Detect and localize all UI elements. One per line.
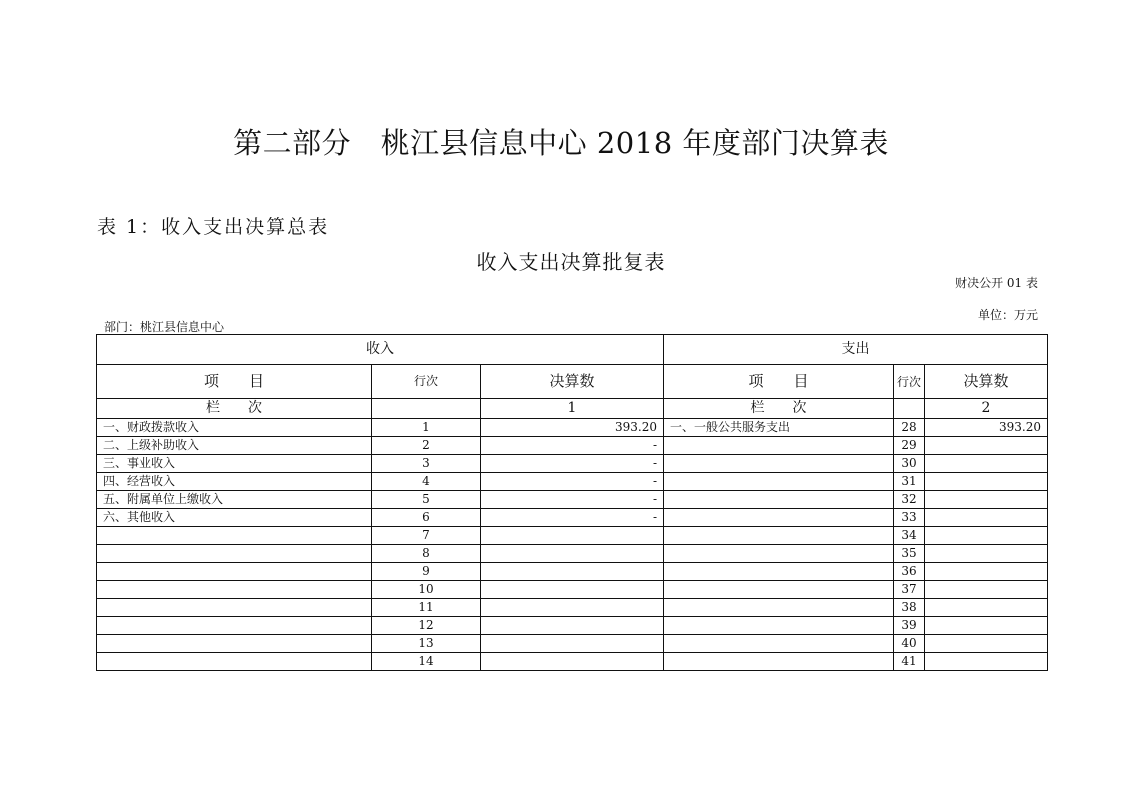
income-item-header: 项 目: [97, 365, 372, 399]
income-amount-cell: -: [481, 491, 664, 509]
budget-table: [96, 334, 1048, 671]
expense-column-label: 栏 次: [664, 399, 894, 419]
income-row-no-cell: 5: [372, 491, 481, 509]
expense-item-cell: [664, 491, 894, 509]
expense-amount-cell: [925, 599, 1048, 617]
income-amount-cell: [481, 635, 664, 653]
expense-amount-cell: [925, 563, 1048, 581]
column-number-row: [97, 399, 1048, 419]
header-row-columns: [97, 365, 1048, 399]
expense-row-no-cell: 35: [894, 545, 925, 563]
expense-amount-cell: 393.20: [925, 419, 1048, 437]
income-amount-cell: -: [481, 437, 664, 455]
expense-row-no-cell: 36: [894, 563, 925, 581]
expense-item-cell: [664, 653, 894, 671]
form-number: 财决公开 01 表: [955, 276, 1038, 290]
income-item-cell: [97, 635, 372, 653]
expense-row-no-cell: 30: [894, 455, 925, 473]
expense-row-no-cell: 33: [894, 509, 925, 527]
expense-item-cell: [664, 473, 894, 491]
table-row: [97, 635, 1048, 653]
expense-row-no-cell: 41: [894, 653, 925, 671]
expense-item-cell: [664, 545, 894, 563]
expense-item-cell: [664, 455, 894, 473]
expense-item-cell: [664, 617, 894, 635]
income-column-number: 1: [481, 399, 664, 419]
expense-amount-cell: [925, 455, 1048, 473]
expense-item-cell: [664, 509, 894, 527]
expense-amount-cell: [925, 509, 1048, 527]
expense-row-no-header: 行次: [894, 365, 925, 399]
expense-item-cell: [664, 563, 894, 581]
expense-row-no-cell: 31: [894, 473, 925, 491]
income-row-no-cell: 11: [372, 599, 481, 617]
table-row: [97, 473, 1048, 491]
expense-item-cell: [664, 635, 894, 653]
table-row: [97, 581, 1048, 599]
income-row-no-cell: 10: [372, 581, 481, 599]
income-item-cell: [97, 617, 372, 635]
table-subtitle: 表 1：收入支出决算总表: [97, 216, 330, 238]
income-amount-cell: [481, 581, 664, 599]
income-item-cell: 四、经营收入: [97, 473, 372, 491]
expense-item-cell: [664, 599, 894, 617]
income-amount-header: 决算数: [481, 365, 664, 399]
expense-amount-cell: [925, 473, 1048, 491]
expense-amount-header: 决算数: [925, 365, 1048, 399]
income-amount-cell: [481, 545, 664, 563]
income-row-no-header: 行次: [372, 365, 481, 399]
expense-item-cell: [664, 581, 894, 599]
department-label: 部门：桃江县信息中心: [104, 320, 225, 334]
expense-amount-cell: [925, 545, 1048, 563]
income-amount-cell: [481, 599, 664, 617]
table-row: [97, 545, 1048, 563]
income-row-no-cell: 1: [372, 419, 481, 437]
table-row: [97, 527, 1048, 545]
document-title: 第二部分 桃江县信息中心 2018 年度部门决算表: [233, 126, 889, 160]
income-item-cell: 五、附属单位上缴收入: [97, 491, 372, 509]
income-item-cell: [97, 599, 372, 617]
expense-amount-cell: [925, 635, 1048, 653]
expense-amount-cell: [925, 617, 1048, 635]
income-amount-cell: 393.20: [481, 419, 664, 437]
expense-row-no-cell: 38: [894, 599, 925, 617]
expense-row-no-cell: 29: [894, 437, 925, 455]
income-amount-cell: [481, 563, 664, 581]
table-row: [97, 437, 1048, 455]
income-amount-cell: [481, 617, 664, 635]
income-header: 收入: [97, 335, 664, 365]
expense-row-no-cell: 28: [894, 419, 925, 437]
unit-label: 单位：万元: [977, 308, 1038, 322]
income-row-no-cell: 14: [372, 653, 481, 671]
table-row: [97, 599, 1048, 617]
income-row-no-cell: 4: [372, 473, 481, 491]
expense-item-cell: 一、一般公共服务支出: [664, 419, 894, 437]
income-row-no-cell: 6: [372, 509, 481, 527]
income-item-cell: 二、上级补助收入: [97, 437, 372, 455]
expense-row-no-cell: 32: [894, 491, 925, 509]
table-row: [97, 491, 1048, 509]
income-column-blank: [372, 399, 481, 419]
income-item-cell: 三、事业收入: [97, 455, 372, 473]
expense-row-no-cell: 39: [894, 617, 925, 635]
expense-amount-cell: [925, 491, 1048, 509]
expense-item-header: 项 目: [664, 365, 894, 399]
expense-amount-cell: [925, 437, 1048, 455]
income-item-cell: 六、其他收入: [97, 509, 372, 527]
income-item-cell: [97, 581, 372, 599]
expense-amount-cell: [925, 653, 1048, 671]
income-column-label: 栏 次: [97, 399, 372, 419]
income-amount-cell: -: [481, 509, 664, 527]
income-row-no-cell: 3: [372, 455, 481, 473]
income-amount-cell: -: [481, 473, 664, 491]
income-item-cell: [97, 563, 372, 581]
income-row-no-cell: 12: [372, 617, 481, 635]
table-row: [97, 455, 1048, 473]
expense-row-no-cell: 37: [894, 581, 925, 599]
expense-header: 支出: [664, 335, 1048, 365]
income-item-cell: [97, 545, 372, 563]
table-row: [97, 509, 1048, 527]
expense-item-cell: [664, 527, 894, 545]
header-row-sections: [97, 335, 1048, 365]
table-row: [97, 653, 1048, 671]
expense-column-number: 2: [925, 399, 1048, 419]
expense-row-no-cell: 40: [894, 635, 925, 653]
income-item-cell: [97, 653, 372, 671]
expense-amount-cell: [925, 581, 1048, 599]
income-item-cell: [97, 527, 372, 545]
income-item-cell: 一、财政拨款收入: [97, 419, 372, 437]
income-row-no-cell: 9: [372, 563, 481, 581]
table-title: 收入支出决算批复表: [476, 250, 666, 274]
income-row-no-cell: 8: [372, 545, 481, 563]
expense-amount-cell: [925, 527, 1048, 545]
table-row: [97, 419, 1048, 437]
income-row-no-cell: 7: [372, 527, 481, 545]
income-amount-cell: [481, 653, 664, 671]
income-amount-cell: -: [481, 455, 664, 473]
income-row-no-cell: 13: [372, 635, 481, 653]
expense-row-no-cell: 34: [894, 527, 925, 545]
expense-column-blank: [894, 399, 925, 419]
income-row-no-cell: 2: [372, 437, 481, 455]
table-row: [97, 617, 1048, 635]
table-row: [97, 563, 1048, 581]
income-amount-cell: [481, 527, 664, 545]
expense-item-cell: [664, 437, 894, 455]
